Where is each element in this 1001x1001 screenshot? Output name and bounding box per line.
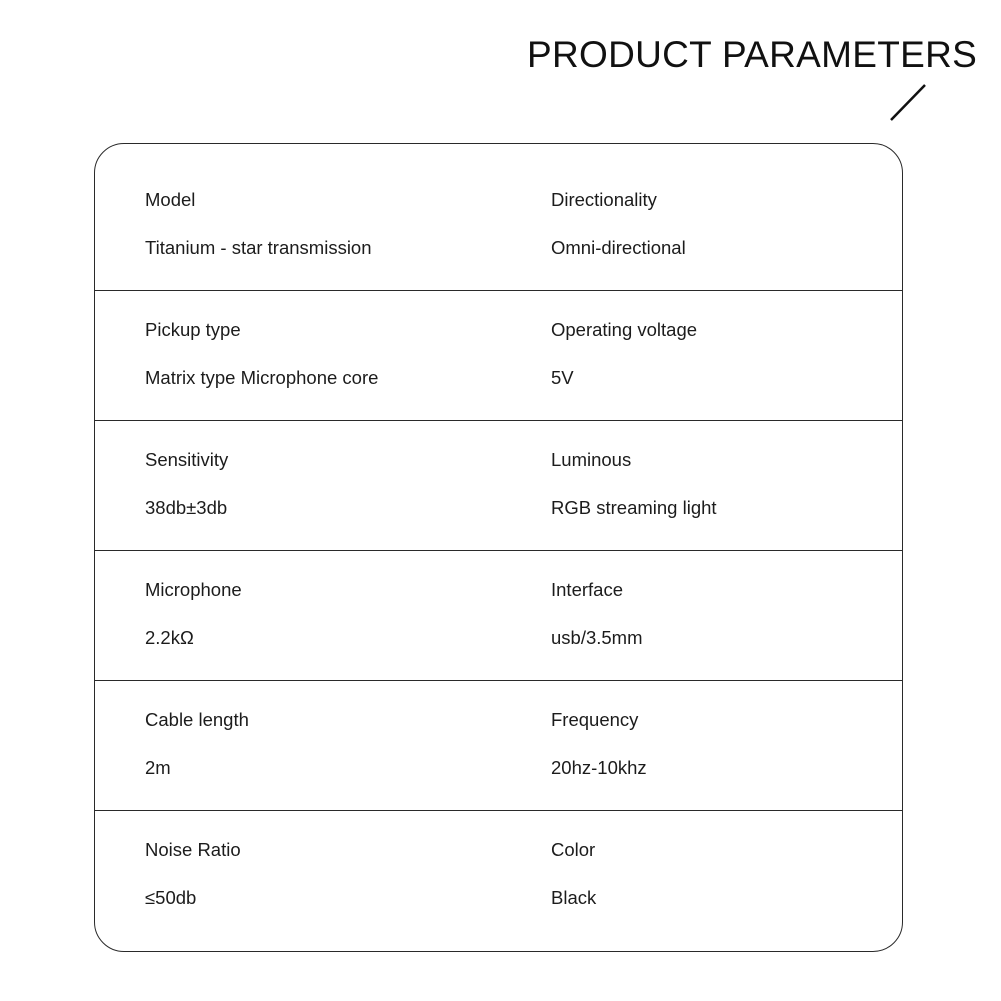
- param-label: Pickup type: [145, 319, 241, 340]
- page-title: PRODUCT PARAMETERS: [527, 34, 978, 75]
- param-label: Interface: [551, 579, 623, 600]
- param-label: Model: [145, 189, 196, 210]
- param-label: Frequency: [551, 709, 639, 730]
- param-row-noise: [95, 811, 902, 952]
- param-row-model: [95, 144, 902, 291]
- param-value: 5V: [551, 367, 574, 388]
- param-value: RGB streaming light: [551, 497, 717, 518]
- param-row-sensitivity: [95, 421, 902, 551]
- param-value: Matrix type Microphone core: [145, 367, 379, 388]
- param-value: 2.2kΩ: [145, 627, 194, 648]
- param-value: Omni-directional: [551, 237, 686, 258]
- param-label: Directionality: [551, 189, 657, 210]
- param-label: Noise Ratio: [145, 839, 241, 860]
- param-label: Cable length: [145, 709, 249, 730]
- param-label: Luminous: [551, 449, 632, 470]
- slash-stroke: [891, 85, 925, 120]
- param-row-pickup: [95, 291, 902, 421]
- param-value: Black: [551, 887, 597, 908]
- param-label: Sensitivity: [145, 449, 229, 470]
- param-label: Operating voltage: [551, 319, 698, 340]
- param-row-microphone: [95, 551, 902, 681]
- param-value: usb/3.5mm: [551, 627, 643, 648]
- param-value: 20hz-10khz: [551, 757, 647, 778]
- param-value: 38db±3db: [145, 497, 228, 518]
- param-row-cable: [95, 681, 902, 811]
- param-label: Color: [551, 839, 596, 860]
- param-value: 2m: [145, 757, 171, 778]
- parameters-card: [94, 143, 903, 952]
- param-value: ≤50db: [145, 887, 197, 908]
- param-label: Microphone: [145, 579, 242, 600]
- param-value: Titanium - star transmission: [145, 237, 372, 258]
